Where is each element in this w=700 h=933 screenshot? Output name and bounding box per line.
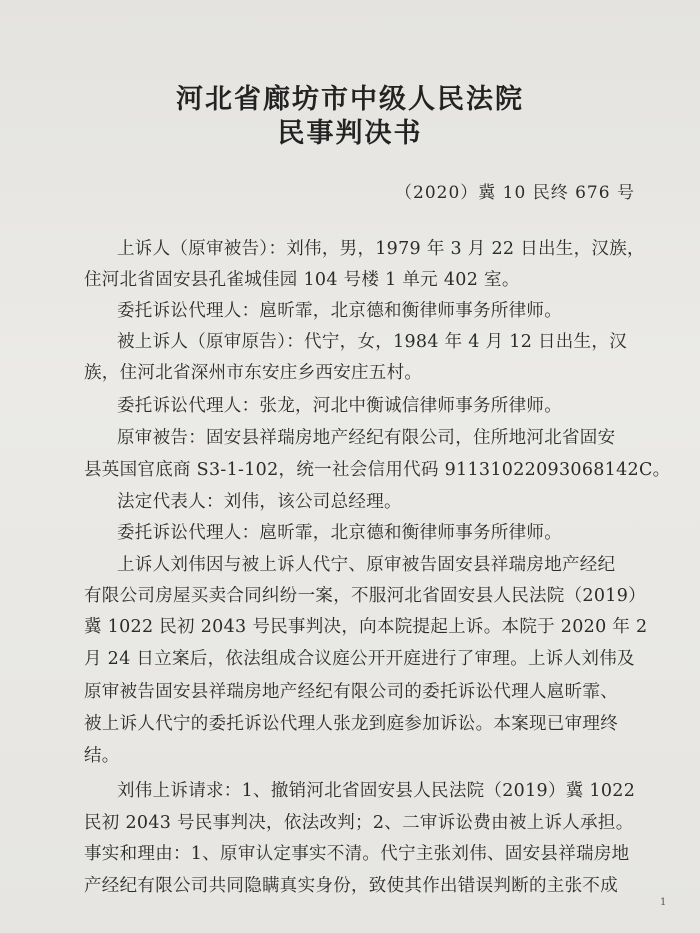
body-line: 县英国官底商 S3-1-102，统一社会信用代码 91131022093068142C。 <box>84 460 671 480</box>
case-number: （2020）冀 10 民终 676 号 <box>395 183 635 203</box>
body-line: 产经纪有限公司共同隐瞒真实身份，致使其作出错误判断的主张不成 <box>84 876 618 896</box>
body-line: 结。 <box>84 746 120 766</box>
body-line: 法定代表人：刘伟，该公司总经理。 <box>117 492 402 512</box>
document-type: 民事判决书 <box>277 118 423 149</box>
body-line: 原审被告固安县祥瑞房地产经纪有限公司的委托诉讼代理人扈昕霏、 <box>84 682 618 702</box>
body-line: 族，住河北省深州市东安庄乡西安庄五村。 <box>84 363 423 383</box>
body-line: 民初 2043 号民事判决，依法改判；2、二审诉讼费由被上诉人承担。 <box>84 813 634 833</box>
body-line: 上诉人（原审被告）：刘伟，男，1979 年 3 月 22 日出生，汉族， <box>117 239 645 259</box>
body-line: 冀 1022 民初 2043 号民事判决，向本院提起上诉。本院于 2020 年 2 <box>84 617 648 637</box>
court-name: 河北省廊坊市中级人民法院 <box>176 84 524 115</box>
body-line: 住河北省固安县孔雀城佳园 104 号楼 1 单元 402 室。 <box>84 270 520 290</box>
body-line: 委托诉讼代理人：扈昕霏，北京德和衡律师事务所律师。 <box>117 523 562 543</box>
body-line: 委托诉讼代理人：张龙，河北中衡诚信律师事务所律师。 <box>117 396 562 416</box>
body-line: 委托诉讼代理人：扈昕霏，北京德和衡律师事务所律师。 <box>117 301 562 321</box>
body-line: 月 24 日立案后，依法组成合议庭公开开庭进行了审理。上诉人刘伟及 <box>84 649 635 669</box>
body-line: 被上诉人代宁的委托诉讼代理人张龙到庭参加诉讼。本案现已审理终 <box>84 714 618 734</box>
page-number: 1 <box>660 897 667 908</box>
body-line: 被上诉人（原审原告）：代宁，女，1984 年 4 月 12 日出生，汉 <box>117 332 627 352</box>
body-line: 有限公司房屋买卖合同纠纷一案，不服河北省固安县人民法院（2019） <box>84 586 646 606</box>
body-line: 刘伟上诉请求：1、撤销河北省固安县人民法院（2019）冀 1022 <box>117 781 636 801</box>
body-line: 原审被告：固安县祥瑞房地产经纪有限公司，住所地河北省固安 <box>117 428 616 448</box>
body-line: 事实和理由：1、原审认定事实不清。代宁主张刘伟、固安县祥瑞房地 <box>84 844 630 864</box>
body-line: 上诉人刘伟因与被上诉人代宁、原审被告固安县祥瑞房地产经纪 <box>117 555 616 575</box>
